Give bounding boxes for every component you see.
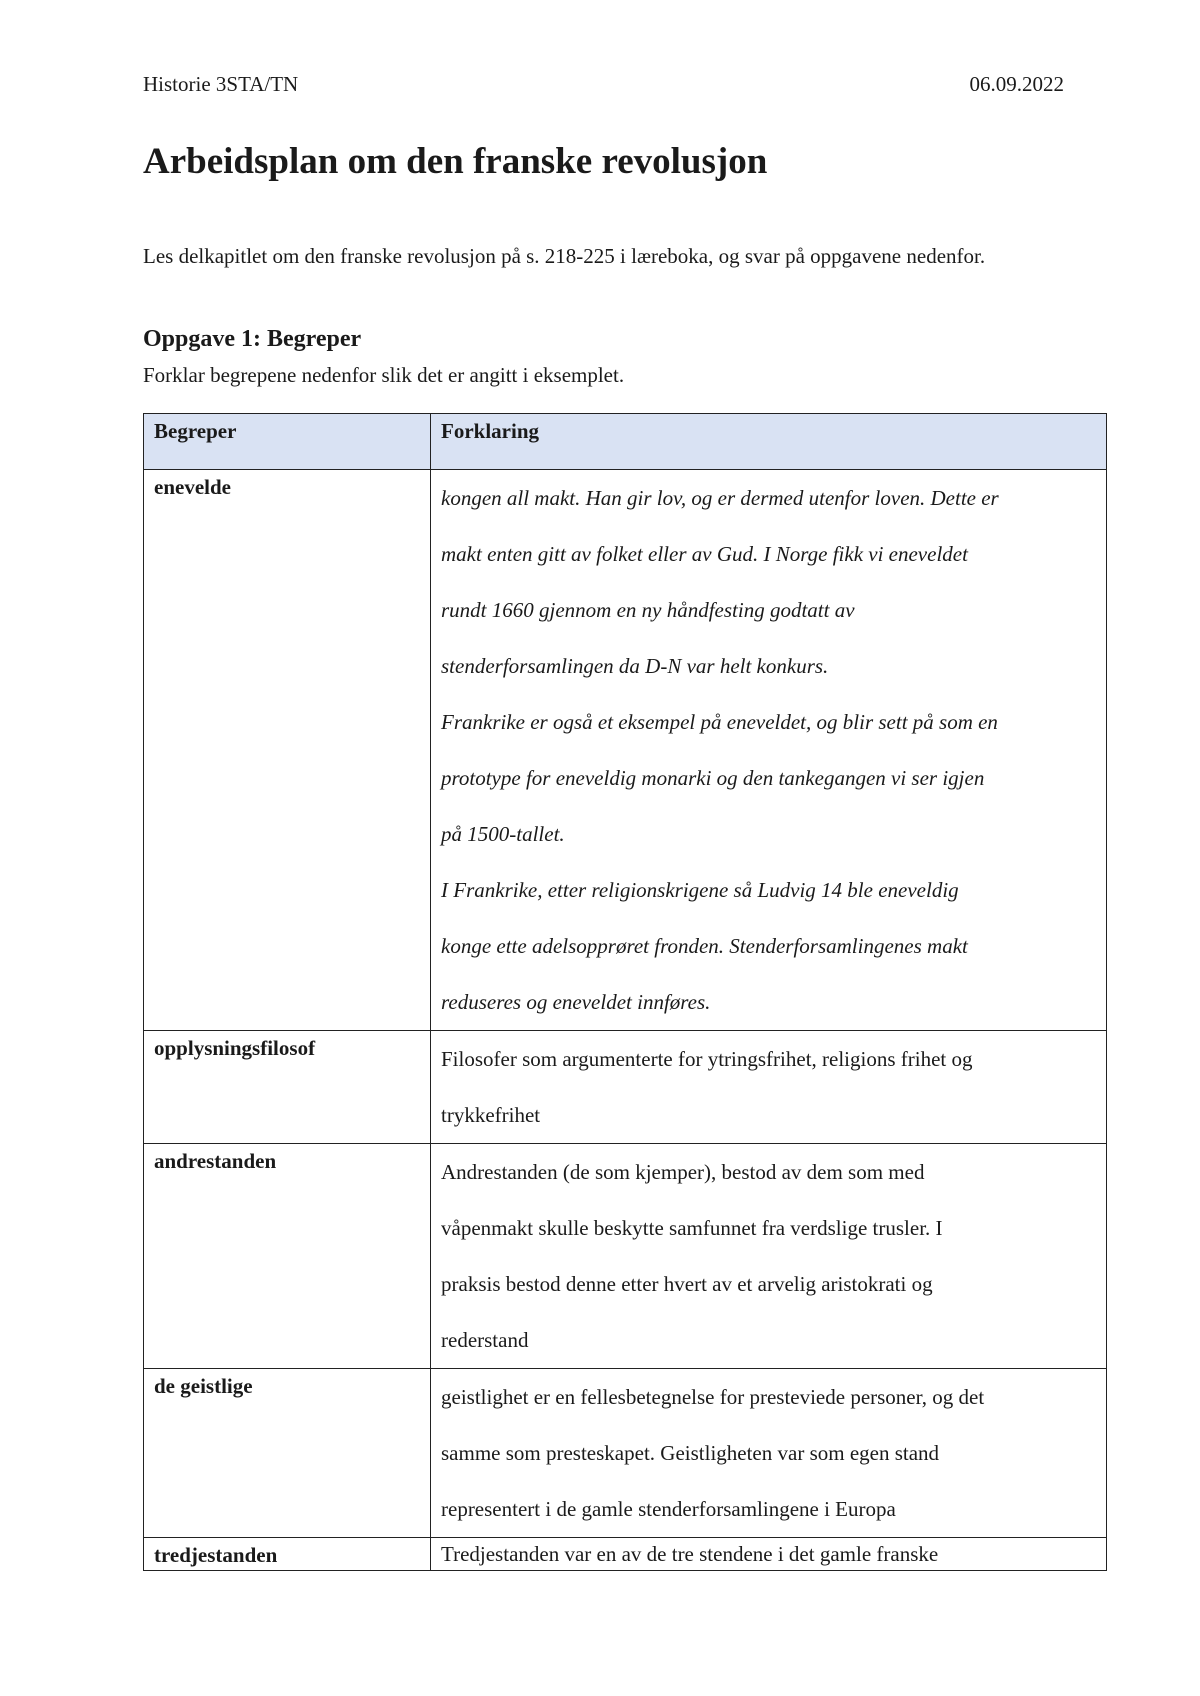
table-row — [144, 470, 1107, 1031]
term-cell: de geistlige — [144, 1369, 431, 1538]
explanation-line: makt enten gitt av folket eller av Gud. I Norge fikk vi eneveldet — [441, 542, 968, 566]
explanation-line: på 1500-tallet. — [441, 822, 565, 846]
term-cell: andrestanden — [144, 1144, 431, 1369]
explanation-cell — [431, 1538, 1107, 1571]
intro-paragraph: Les delkapitlet om den franske revolusjon på s. 218-225 i læreboka, og svar på oppgavene nedenfor. — [143, 244, 986, 268]
document-title: Arbeidsplan om den franske revolusjon — [143, 141, 768, 182]
term-cell: tredjestanden — [144, 1538, 431, 1571]
explanation-line: konge ette adelsopprøret fronden. Stenderforsamlingenes makt — [441, 934, 968, 958]
explanation-line: geistlighet er en fellesbetegnelse for presteviede personer, og det — [441, 1385, 985, 1409]
terms-table — [143, 413, 1107, 1571]
column-header-terms: Begreper — [144, 414, 431, 470]
explanation-line: reduseres og eneveldet innføres. — [441, 990, 711, 1014]
explanation-cell — [431, 1031, 1107, 1144]
table-row — [144, 1144, 1107, 1369]
task-description: Forklar begrepene nedenfor slik det er angitt i eksemplet. — [143, 363, 625, 387]
explanation-line: Frankrike er også et eksempel på eneveldet, og blir sett på som en — [441, 710, 998, 734]
explanation-line: stenderforsamlingen da D-N var helt konkurs. — [441, 654, 829, 678]
table-row — [144, 1031, 1107, 1144]
term-cell: opplysningsfilosof — [144, 1031, 431, 1144]
explanation-line: Filosofer som argumenterte for ytringsfrihet, religions frihet og — [441, 1047, 973, 1071]
explanation-line: samme som presteskapet. Geistligheten var som egen stand — [441, 1441, 940, 1465]
explanation-line: rundt 1660 gjennom en ny håndfesting godtatt av — [441, 598, 855, 622]
explanation-line: rederstand — [441, 1328, 529, 1352]
table-row — [144, 1538, 1107, 1571]
header-course: Historie 3STA/TN — [143, 72, 299, 96]
explanation-line: praksis bestod denne etter hvert av et arvelig aristokrati og — [441, 1272, 933, 1296]
table-row — [144, 1369, 1107, 1538]
header-date: 06.09.2022 — [969, 72, 1064, 96]
explanation-cell — [431, 1369, 1107, 1538]
explanation-line: I Frankrike, etter religionskrigene så Ludvig 14 ble eneveldig — [441, 878, 959, 902]
explanation-line: kongen all makt. Han gir lov, og er dermed utenfor loven. Dette er — [441, 486, 999, 510]
table-header-row — [144, 414, 1107, 470]
term-cell: enevelde — [144, 470, 431, 1031]
explanation-line: Andrestanden (de som kjemper), bestod av dem som med — [441, 1160, 925, 1184]
task-heading: Oppgave 1: Begreper — [143, 326, 362, 352]
explanation-line: Tredjestanden var en av de tre stendene i det gamle franske — [441, 1542, 939, 1566]
explanation-cell — [431, 470, 1107, 1031]
explanation-line: trykkefrihet — [441, 1103, 541, 1127]
explanation-line: våpenmakt skulle beskytte samfunnet fra verdslige trusler. I — [441, 1216, 943, 1240]
explanation-line: representert i de gamle stenderforsamlingene i Europa — [441, 1497, 896, 1521]
explanation-line: prototype for eneveldig monarki og den tankegangen vi ser igjen — [441, 766, 985, 790]
column-header-explanation: Forklaring — [431, 414, 1107, 470]
explanation-cell — [431, 1144, 1107, 1369]
